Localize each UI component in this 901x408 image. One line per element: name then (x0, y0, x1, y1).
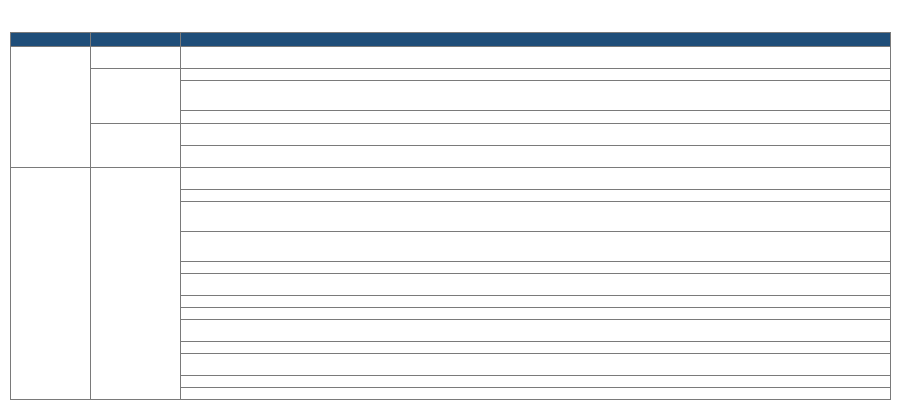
event-text (181, 146, 891, 168)
figure-title (0, 6, 901, 26)
category-real-estate (11, 168, 91, 400)
table-row (11, 124, 891, 146)
event-text (181, 320, 891, 342)
table-header-row (11, 33, 891, 47)
event-text (181, 262, 891, 274)
source-note (14, 381, 884, 397)
event-text (181, 190, 891, 202)
event-text (181, 124, 891, 146)
table-row (11, 69, 891, 81)
category-consumption (11, 47, 91, 168)
subcategory-big-consumption (91, 47, 181, 69)
event-text (181, 308, 891, 320)
subcategory-cross-border-ecommerce (91, 124, 181, 168)
event-text (181, 274, 891, 296)
event-text (181, 111, 891, 124)
event-text (181, 354, 891, 376)
event-text (181, 69, 891, 81)
policy-events-table (10, 32, 891, 400)
event-text (181, 47, 891, 69)
event-text (181, 342, 891, 354)
event-text (181, 168, 891, 190)
event-text (181, 232, 891, 262)
table-row (11, 47, 891, 69)
header-track (91, 33, 181, 47)
event-text (181, 296, 891, 308)
subcategory-tourism (91, 69, 181, 124)
event-text (181, 81, 891, 111)
table-row (11, 168, 891, 190)
event-text (181, 202, 891, 232)
subcategory-real-estate-empty (91, 168, 181, 400)
header-content (181, 33, 891, 47)
header-industry (11, 33, 91, 47)
